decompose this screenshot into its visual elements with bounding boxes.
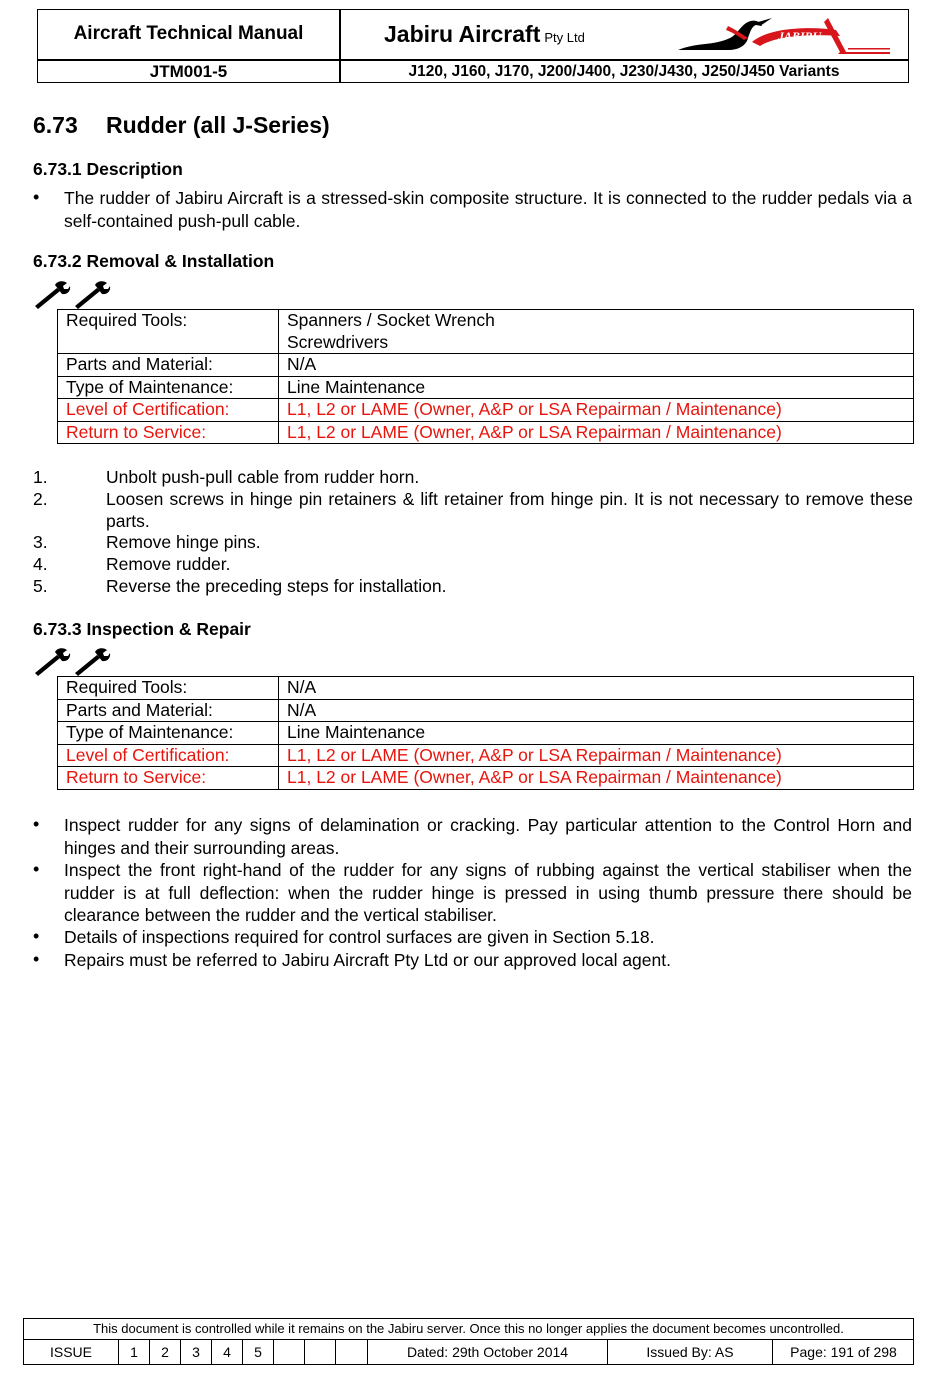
description-heading: 6.73.1 Description [33, 159, 183, 179]
table-value: L1, L2 or LAME (Owner, A&P or LSA Repairman / Maintenance) [279, 744, 914, 767]
table-key: Parts and Material: [58, 354, 279, 377]
page-number: Page: 191 of 298 [790, 1344, 897, 1360]
step-number: 3. [33, 532, 48, 553]
spanner-icon [33, 280, 115, 310]
step-number: 2. [33, 488, 48, 509]
table-key: Parts and Material: [58, 699, 279, 722]
aircraft-variants: J120, J160, J170, J200/J400, J230/J430, J250/J450 Variants [408, 63, 840, 80]
step-number: 5. [33, 575, 48, 596]
table-key: Return to Service: [58, 767, 279, 790]
document-id: JTM001-5 [149, 62, 228, 81]
dated: Dated: 29th October 2014 [368, 1340, 608, 1365]
removal-steps [33, 467, 913, 598]
description-text: The rudder of Jabiru Aircraft is a stressed-skin composite structure. It is connected to the rudder pedals via a self-contained push-pull cable. [64, 188, 912, 231]
list-item [33, 554, 913, 576]
section-number: 6.73 [33, 112, 78, 138]
table-key: Type of Maintenance: [58, 376, 279, 399]
step-number: 4. [33, 554, 48, 575]
bullet-icon: • [33, 187, 40, 207]
document-header [37, 9, 909, 83]
table-key: Level of Certification: [58, 744, 279, 767]
table-row [58, 376, 914, 399]
inspection-bullet: Inspect rudder for any signs of delamination or cracking. Pay particular attention to the Control Horn and hinges and their surrounding areas. [64, 815, 912, 858]
inspection-bullet: Repairs must be referred to Jabiru Aircraft Pty Ltd or our approved local agent. [64, 950, 671, 970]
issue-cell: 5 [243, 1340, 274, 1365]
bullet-icon: • [33, 859, 40, 879]
table-row [58, 399, 914, 422]
company-name-text: Jabiru Aircraft [384, 21, 541, 47]
company-name [384, 21, 585, 48]
table-row [58, 677, 914, 700]
table-value: N/A [279, 699, 914, 722]
inspection-bullet: Details of inspections required for control surfaces are given in Section 5.18. [64, 927, 655, 947]
step-text: Remove rudder. [106, 554, 231, 575]
step-text: Reverse the preceding steps for installation. [106, 575, 447, 596]
table-row [58, 722, 914, 745]
manual-title: Aircraft Technical Manual [73, 23, 304, 44]
document-footer [23, 1318, 914, 1365]
table-value: N/A [279, 677, 914, 700]
svg-text:JABIRU: JABIRU [778, 29, 822, 43]
list-item [33, 467, 913, 489]
removal-heading: 6.73.2 Removal & Installation [33, 251, 275, 271]
bullet-icon: • [33, 949, 40, 969]
jabiru-logo-icon [668, 12, 890, 58]
inspection-bullet: Inspect the front right-hand of the rudder for any signs of rubbing against the vertical stabiliser when the rudder is at full deflection: when the rudder hinge is pressed in using thumb pressure there should be clearance between the rudder and the vertical stabiliser. [64, 860, 912, 925]
table-row [58, 767, 914, 790]
table-key: Required Tools: [58, 677, 279, 700]
issue-cell: 4 [212, 1340, 243, 1365]
step-text: Remove hinge pins. [106, 532, 261, 553]
table-row [58, 310, 914, 354]
step-text: Loosen screws in hinge pin retainers & lift retainer from hinge pin. It is not necessary to remove these parts. [106, 488, 913, 531]
issue-cell [274, 1340, 305, 1365]
table-key: Level of Certification: [58, 399, 279, 422]
issue-cell [305, 1340, 336, 1365]
table-value: L1, L2 or LAME (Owner, A&P or LSA Repairman / Maintenance) [279, 421, 914, 444]
section-title [33, 112, 330, 139]
issue-cell: 2 [150, 1340, 181, 1365]
table-key: Required Tools: [58, 310, 279, 354]
issued-by: Issued By: AS [608, 1340, 773, 1365]
bullet-icon: • [33, 926, 40, 946]
table-value: Line Maintenance [279, 722, 914, 745]
table-value [279, 310, 914, 354]
spanner-icon [33, 647, 115, 677]
issue-cell: 1 [119, 1340, 150, 1365]
inspection-heading: 6.73.3 Inspection & Repair [33, 619, 251, 639]
table-value: Line Maintenance [279, 376, 914, 399]
list-item [33, 576, 913, 598]
company-suffix: Pty Ltd [544, 30, 585, 45]
table-value-line: Spanners / Socket Wrench [287, 310, 495, 330]
table-value-line: Screwdrivers [287, 331, 389, 352]
step-number: 1. [33, 467, 48, 487]
table-value: L1, L2 or LAME (Owner, A&P or LSA Repairman / Maintenance) [279, 399, 914, 422]
table-value: N/A [279, 354, 914, 377]
issue-cell [336, 1340, 368, 1365]
list-item [33, 489, 913, 533]
table-row [58, 354, 914, 377]
table-row [58, 421, 914, 444]
issue-cell: 3 [181, 1340, 212, 1365]
header-divider [38, 59, 908, 61]
bullet-icon: • [33, 814, 40, 834]
table-key: Type of Maintenance: [58, 722, 279, 745]
list-item [33, 532, 913, 554]
section-title-text: Rudder (all J-Series) [106, 112, 330, 138]
issue-label: ISSUE [24, 1340, 119, 1365]
step-text: Unbolt push-pull cable from rudder horn. [106, 467, 420, 487]
table-value: L1, L2 or LAME (Owner, A&P or LSA Repairman / Maintenance) [279, 767, 914, 790]
removal-info-table [57, 309, 914, 444]
control-note: This document is controlled while it remains on the Jabiru server. Once this no longer applies the document becomes uncontrolled. [93, 1321, 844, 1336]
table-key: Return to Service: [58, 421, 279, 444]
table-row [58, 699, 914, 722]
table-row [58, 744, 914, 767]
inspection-info-table [57, 676, 914, 790]
